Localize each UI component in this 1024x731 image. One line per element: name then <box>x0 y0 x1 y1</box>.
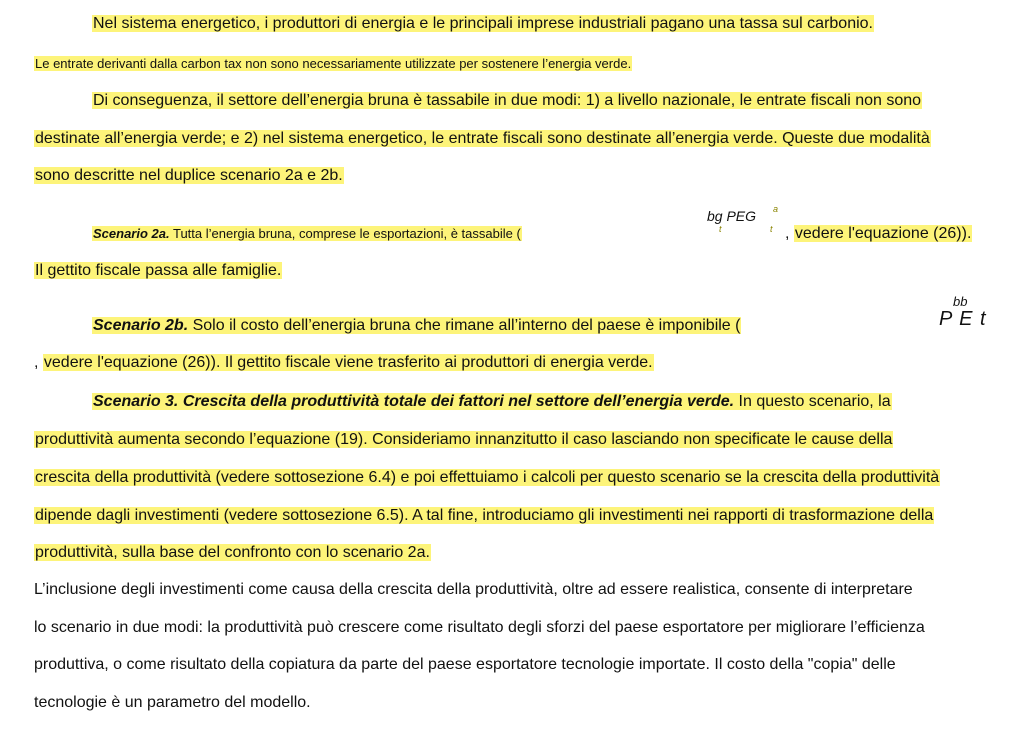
paragraph-2 <box>34 54 632 74</box>
paragraph-2-text: Le entrate derivanti dalla carbon tax non sono necessariamente utilizzate per sostenere l’energia verde. <box>35 56 632 71</box>
scenario-2a-equation-superscript: a <box>773 204 779 214</box>
last-paragraph-line-3: produttiva, o come risultato della copiatura da parte del paese esportatore tecnologie importate. Il costo della "copia" delle <box>34 656 896 673</box>
scenario-2b-label: Scenario 2b. <box>93 317 189 334</box>
scenario-2b-line-1 <box>92 316 741 336</box>
paragraph-1-text: Nel sistema energetico, i produttori di energia e le principali imprese industriali pagano una tassa sul carbonio. <box>93 15 873 32</box>
last-paragraph-line-4: tecnologie è un parametro del modello. <box>34 694 311 711</box>
scenario-3-line-4: dipende dagli investimenti (vedere sottosezione 6.5). A tal fine, introduciamo gli investimenti nei rapporti di trasformazione della <box>35 507 934 524</box>
scenario-2a-line-1 <box>92 224 522 244</box>
scenario-2b-line-2: , vedere l'equazione (26)). Il gettito fiscale viene trasferito ai produttori di energia verde. <box>34 354 653 371</box>
paragraph-3-line-2: destinate all’energia verde; e 2) nel sistema energetico, le entrate fiscali sono destinate all’energia verde. Queste due modalità <box>35 130 930 147</box>
paragraph-3-line-3: sono descritte nel duplice scenario 2a e 2b. <box>35 167 343 184</box>
paragraph-3-line-1: Di conseguenza, il settore dell’energia bruna è tassabile in due modi: 1) a livello nazionale, le entrate fiscali non sono <box>93 92 922 109</box>
scenario-3-line-5: produttività, sulla base del confronto con lo scenario 2a. <box>35 544 430 561</box>
scenario-2a-text: Tutta l’energia bruna, comprese le esportazioni, è tassabile ( <box>169 226 521 241</box>
scenario-2a-label: Scenario 2a. <box>93 226 170 241</box>
scenario-2a-after: , vedere l'equazione (26)). <box>785 225 972 242</box>
scenario-2b-equation: P E t <box>939 308 987 330</box>
last-paragraph-line-2: lo scenario in due modi: la produttività può crescere come risultato degli sforzi del paese esportatore per migliorare l’efficienza <box>34 619 925 636</box>
scenario-3-line-3: crescita della produttività (vedere sottosezione 6.4) e poi effettuiamo i calcoli per questo scenario se la crescita della produttività <box>35 469 940 486</box>
scenario-3-label: Scenario 3. Crescita della produttività totale dei fattori nel settore dell’energia verde. <box>93 393 735 410</box>
last-paragraph-line-1: L’inclusione degli investimenti come causa della crescita della produttività, oltre ad essere realistica, consente di interpretare <box>34 581 913 598</box>
scenario-2b-text: Solo il costo dell’energia bruna che rimane all’interno del paese è imponibile ( <box>188 317 741 334</box>
paragraph-1 <box>92 14 874 34</box>
scenario-3-line-1: Scenario 3. Crescita della produttività totale dei fattori nel settore dell’energia verde. In questo scenario, la <box>93 393 891 410</box>
scenario-2a-equation-subscript-1: t <box>719 224 722 234</box>
scenario-2a-equation: bg PEG <box>707 208 757 224</box>
scenario-3-line-2: produttività aumenta secondo l’equazione (19). Consideriamo innanzitutto il caso lasciando non specificate le cause della <box>35 431 893 448</box>
scenario-2b-equation-superscript: bb <box>953 294 968 309</box>
scenario-2a-equation-subscript-2: t <box>770 224 773 234</box>
scenario-2a-line-2: Il gettito fiscale passa alle famiglie. <box>35 262 282 279</box>
